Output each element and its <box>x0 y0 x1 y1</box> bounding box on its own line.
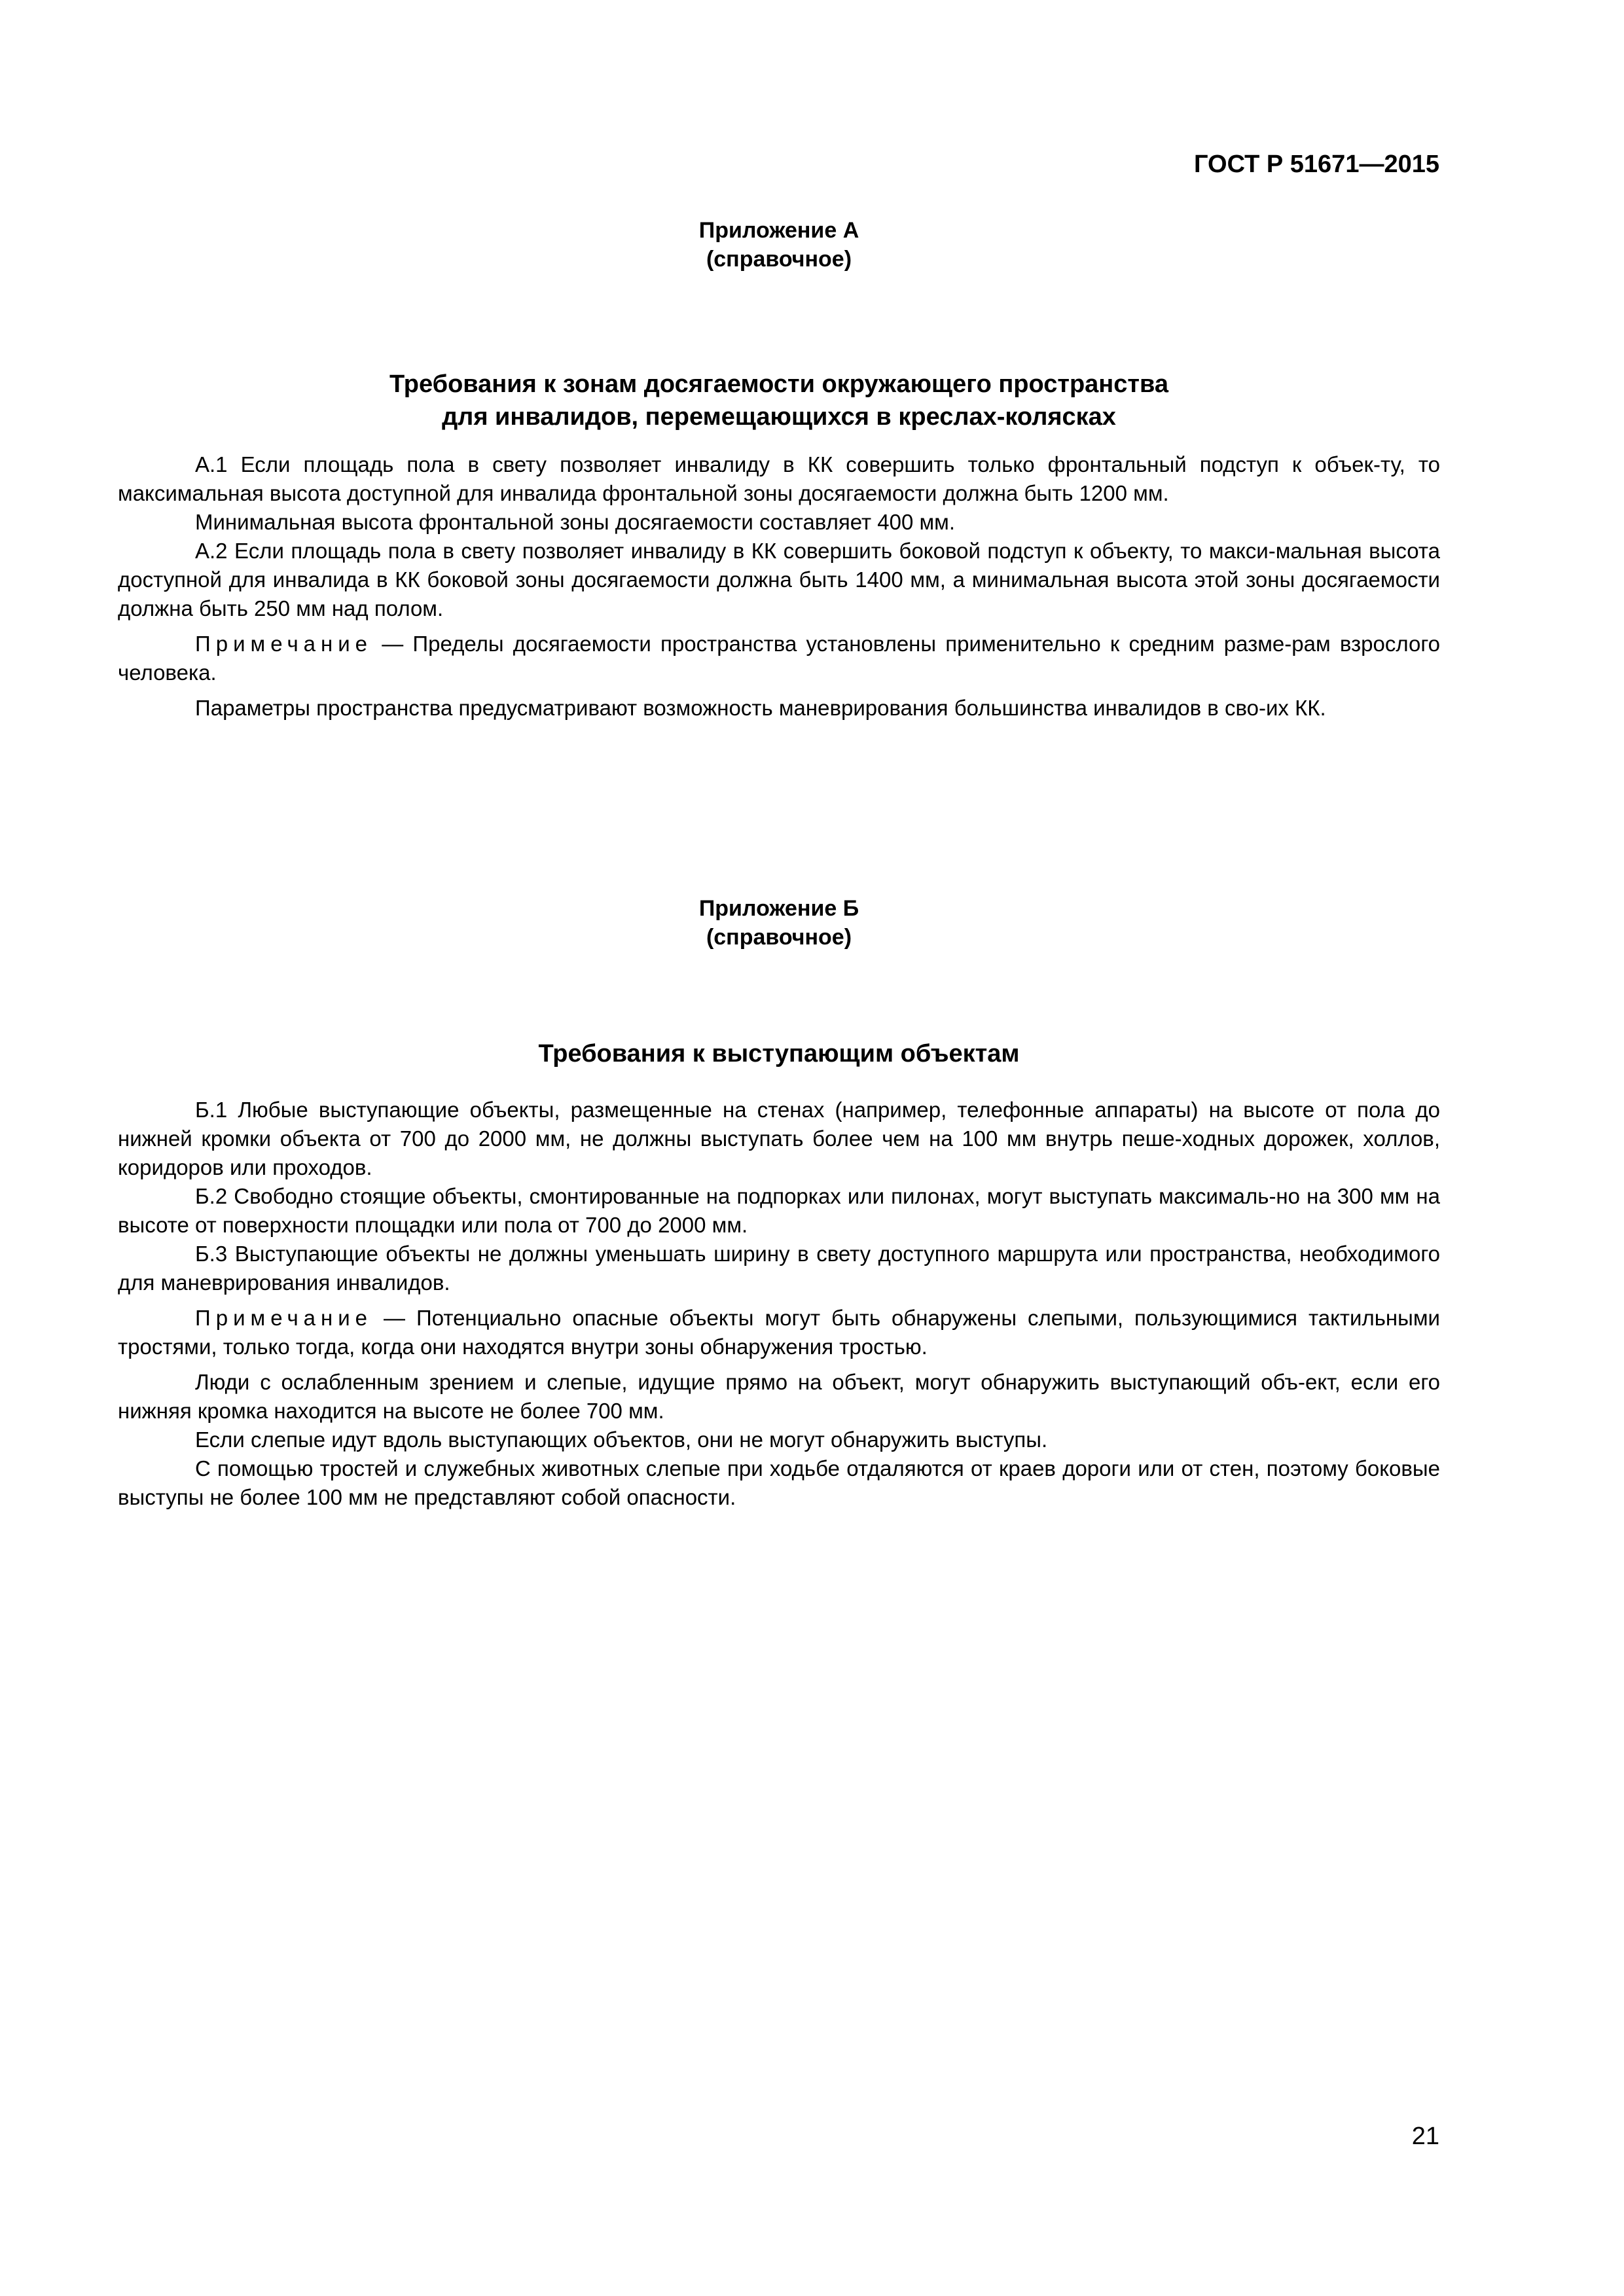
annex-a-title <box>118 368 1440 433</box>
annex-b-paragraph-3: Б.3 Выступающие объекты не должны уменьшать ширину в свету доступного маршрута или пространства, необходимого для маневрирования инвалидов. <box>118 1242 1440 1295</box>
annex-a-body <box>118 450 1440 723</box>
annex-b-type: (справочное) <box>706 925 852 950</box>
annex-a-label: Приложение А <box>698 218 859 243</box>
document-code: ГОСТ Р 51671—2015 <box>1194 151 1439 178</box>
annex-a-paragraph-2: Минимальная высота фронтальной зоны досягаемости составляет 400 мм. <box>195 510 956 534</box>
annex-b-paragraph-2: Б.2 Свободно стоящие объекты, смонтированные на подпорках или пилонах, могут выступать максималь-но на 300 мм на высоте от поверхности площадки или пола от 700 до 2000 мм. <box>118 1184 1440 1237</box>
annex-b-heading <box>118 894 1440 952</box>
annex-b-title: Требования к выступающим объектам <box>538 1040 1020 1067</box>
annex-a-title-line1: Требования к зонам досягаемости окружающего пространства <box>389 370 1168 398</box>
page-number: 21 <box>1411 2123 1439 2150</box>
annex-a-note <box>118 630 1440 687</box>
annex-b-paragraph-1: Б.1 Любые выступающие объекты, размещенные на стенах (например, телефонные аппараты) на высоте от пола до нижней кромки объекта от 700 до 2000 мм, не должны выступать более чем на 100 мм внутрь пеше-ходных дорожек, холлов, коридоров или проходов. <box>118 1098 1440 1179</box>
annex-b-note <box>118 1304 1440 1361</box>
annex-b-paragraph-5: Если слепые идут вдоль выступающих объектов, они не могут обнаружить выступы. <box>195 1427 1048 1452</box>
annex-a-type: (справочное) <box>706 247 852 272</box>
annex-b-paragraph-4: Люди с ослабленным зрением и слепые, идущие прямо на объект, могут обнаружить выступающий объ-ект, если его нижняя кромка находится на высоте не более 700 мм. <box>118 1370 1440 1423</box>
annex-a-title-line2: для инвалидов, перемещающихся в креслах-колясках <box>442 403 1116 431</box>
annex-a-paragraph-4: Параметры пространства предусматривают возможность маневрирования большинства инвалидов в сво-их КК. <box>195 696 1326 720</box>
annex-b-note-text: — Потенциально опасные объекты могут быть обнаружены слепыми, пользующимися тактильными тростями, только тогда, когда они находятся внутри зоны обнаружения тростью. <box>118 1306 1440 1359</box>
annex-a-note-label: Примечание <box>195 632 373 656</box>
annex-b-title-block <box>118 1037 1440 1070</box>
annex-b-note-label: Примечание <box>195 1306 373 1330</box>
annex-b-paragraph-6: С помощью тростей и служебных животных слепые при ходьбе отдаляются от краев дороги или от стен, поэтому боковые выступы не более 100 мм не представляют собой опасности. <box>118 1456 1440 1509</box>
annex-a-paragraph-3: А.2 Если площадь пола в свету позволяет инвалиду в КК совершить боковой подступ к объекту, то макси-мальная высота доступной для инвалида в КК боковой зоны досягаемости должна быть 1400 мм, а минимальная высота этой зоны досягаемости должна быть 250 мм над полом. <box>118 539 1440 620</box>
annex-a-note-text: — Пределы досягаемости пространства установлены применительно к средним разме-рам взрослого человека. <box>118 632 1440 685</box>
annex-b-body <box>118 1096 1440 1512</box>
annex-b-label: Приложение Б <box>698 896 859 921</box>
annex-a-heading <box>118 216 1440 274</box>
annex-a-paragraph-1: А.1 Если площадь пола в свету позволяет инвалиду в КК совершить только фронтальный подступ к объек-ту, то максимальная высота доступной для инвалида фронтальной зоны досягаемости должна быть 1200 мм. <box>118 452 1440 505</box>
